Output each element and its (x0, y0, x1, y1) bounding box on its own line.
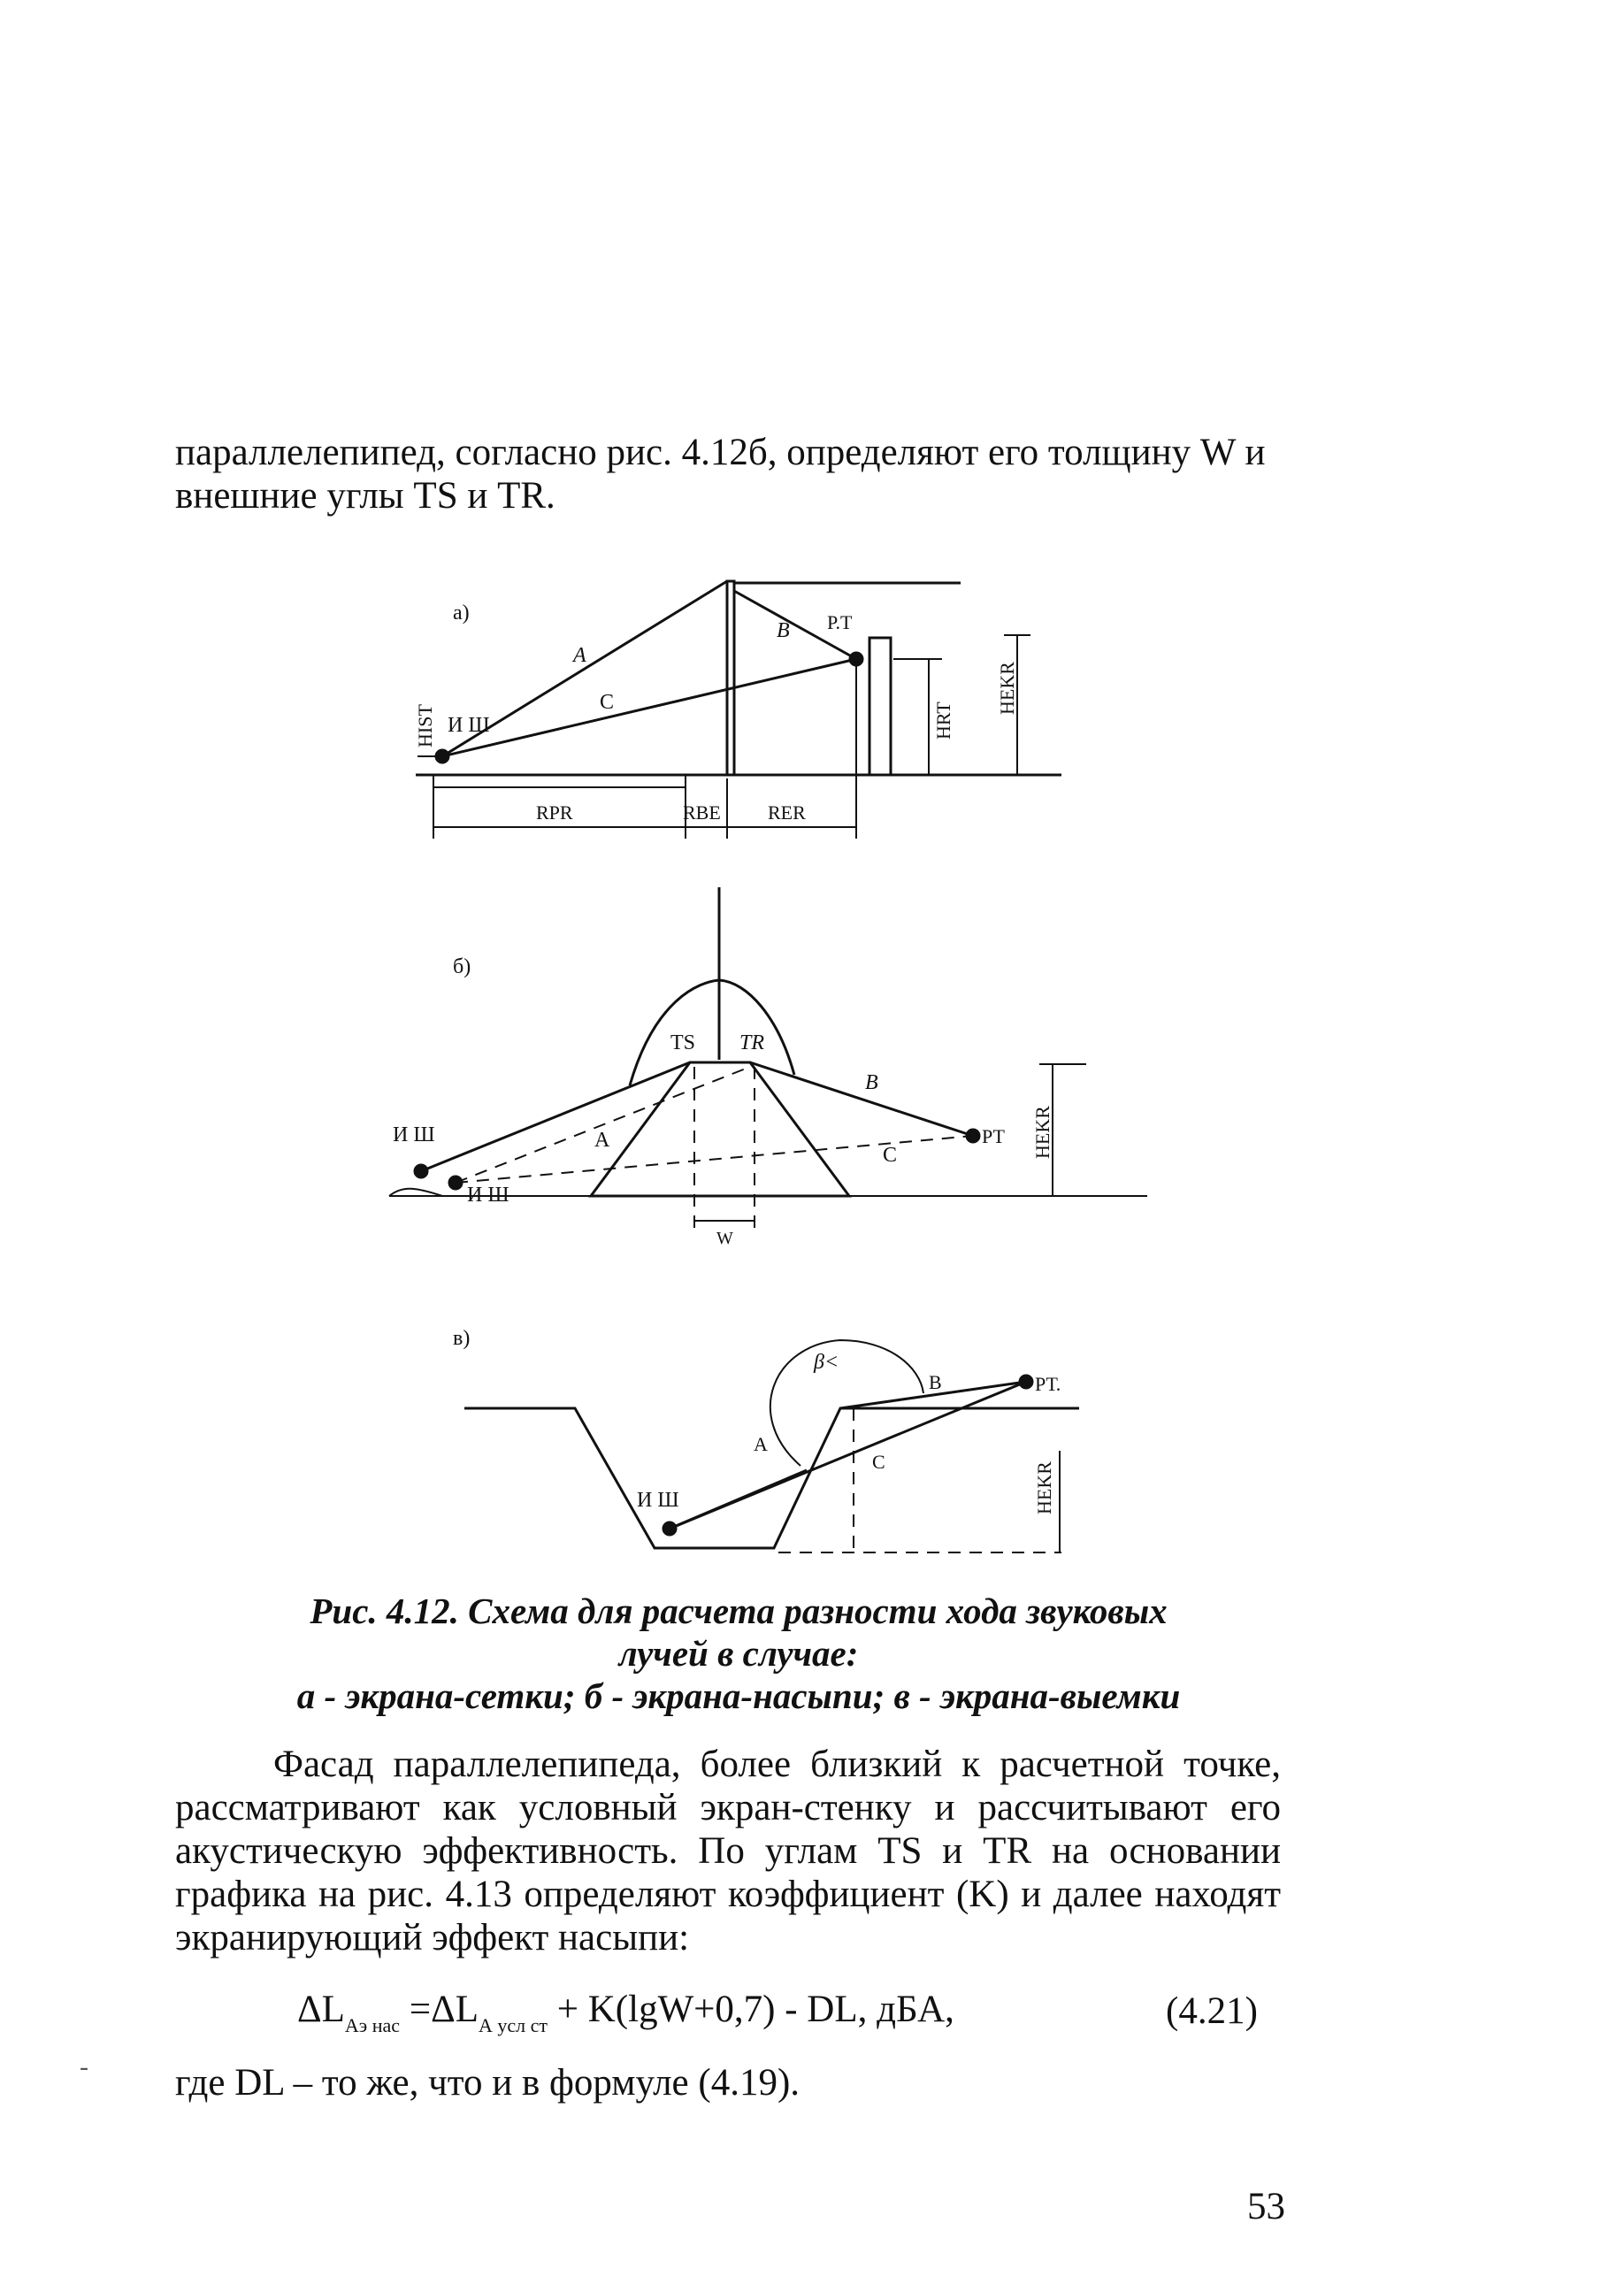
diagram-c (453, 1327, 1079, 1552)
beta-arc (770, 1340, 923, 1466)
label-receiver-c: РТ. (1035, 1373, 1061, 1395)
receiver-point (850, 653, 862, 665)
source-point-b (415, 1165, 427, 1177)
receiver-point-c (1020, 1376, 1032, 1388)
label-w: W (716, 1229, 733, 1248)
cut-profile (464, 1408, 1079, 1548)
label-ray-c: C (600, 691, 615, 714)
label-ray-a-b: A (594, 1129, 610, 1152)
label-source-b: И Ш (393, 1123, 435, 1146)
label-hist: HIST (414, 704, 436, 747)
plate-rect (433, 775, 686, 787)
label-ray-b: B (777, 619, 790, 642)
label-source-c: И Ш (637, 1489, 679, 1512)
label-ray-a-c: A (754, 1433, 768, 1455)
label-ts: TS (670, 1031, 696, 1054)
diagram-a (414, 581, 1061, 839)
receiver-point-b (967, 1130, 979, 1142)
formula-number: (4.21) (1166, 1990, 1258, 2032)
label-source-a: И Ш (448, 714, 490, 737)
formula-eq: =ΔL (400, 1989, 479, 2030)
ray-c (442, 659, 856, 756)
label-ray-a: A (573, 644, 586, 667)
label-receiver-b: РТ (982, 1125, 1005, 1147)
body-paragraph: Фасад параллелепипеда, более близкий к расчетной точке, рассматривают как условный экран-стенку и рассчитывают его акустическую эффективность. По углам TS и TR на основании графика на рис. 4.13 определяют коэффициент (K) и далее находят экранирующий эффект насыпи: (175, 1744, 1281, 1959)
figure-caption-line-2: лучей в случае: (618, 1633, 859, 1674)
label-rbe: RBE (683, 801, 721, 824)
margin-mark: - (80, 2052, 88, 2081)
intro-paragraph: параллелепипед, согласно рис. 4.12б, определяют его толщину W и внешние углы TS и TR. (175, 432, 1266, 517)
panel-label-b: б) (453, 955, 471, 978)
formula-lhs: ΔL (297, 1989, 345, 2030)
formula-rhs-sub: А усл ст (478, 2014, 548, 2036)
formula-rest: + K(lgW+0,7) - DL, дБА, (548, 1989, 954, 2030)
page-number: 53 (1247, 2186, 1285, 2227)
source-point-c (663, 1522, 676, 1535)
ray-a-dashed (456, 1067, 750, 1183)
building-rect (869, 638, 891, 775)
source-point-b2 (449, 1177, 462, 1189)
label-ray-b-b: B (865, 1071, 878, 1094)
label-beta: β< (814, 1351, 839, 1374)
label-source-b2: И Ш (467, 1184, 509, 1207)
ray-b-embankment-right (750, 1062, 973, 1136)
screen-wall (727, 581, 734, 775)
label-hrt: HRT (932, 701, 954, 740)
figure-caption-line-1: Рис. 4.12. Схема для расчета разности хода звуковых (310, 1591, 1168, 1631)
label-tr: TR (739, 1031, 765, 1054)
where-line: где DL – то же, что и в формуле (4.19). (175, 2062, 801, 2104)
label-hekr-c: HEKR (1033, 1461, 1055, 1514)
ray-c-cut (670, 1382, 1026, 1529)
label-receiver-a: Р.Т (827, 611, 853, 633)
label-ray-c-c: C (872, 1451, 885, 1473)
figure-caption-line-3: а - экрана-сетки; б - экрана-насыпи; в - экрана-выемки (296, 1675, 1181, 1716)
formula-4-21 (297, 1988, 954, 2037)
diagram-b (389, 887, 1147, 1248)
panel-label-c: в) (453, 1327, 471, 1350)
formula-lhs-sub: Аэ нас (344, 2014, 401, 2036)
panel-label-a: а) (453, 602, 470, 625)
label-rer: RER (768, 801, 806, 824)
label-hekr-a: HEKR (996, 662, 1018, 715)
label-hekr-b: HEKR (1031, 1106, 1053, 1159)
label-rpr: RPR (536, 801, 573, 824)
label-ray-c-b: C (883, 1144, 898, 1167)
label-ray-b-c: B (929, 1371, 942, 1393)
